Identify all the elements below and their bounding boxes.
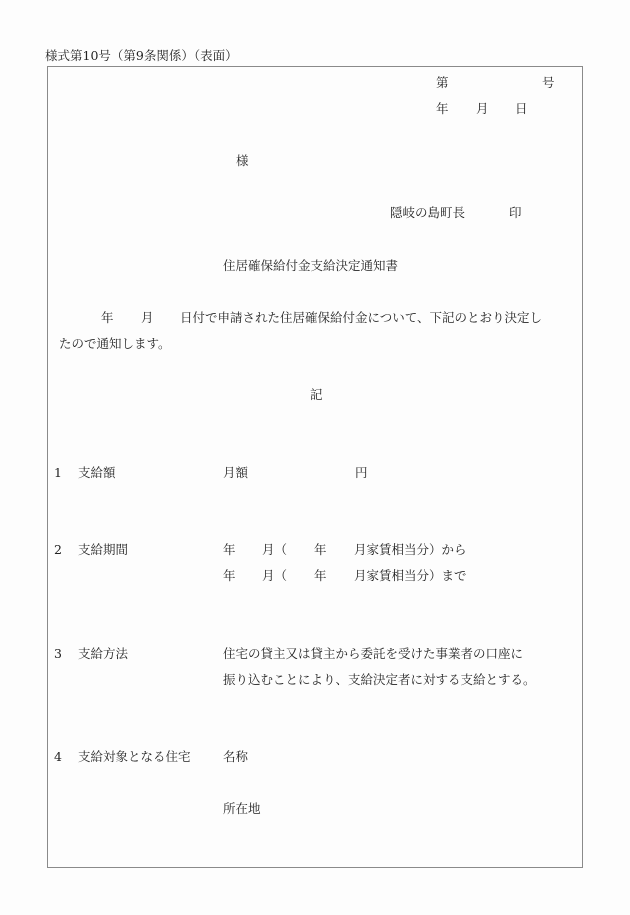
item-1-label: 支給額 — [78, 465, 116, 480]
period-to-month: 月（ — [262, 568, 288, 583]
period-from-month: 月（ — [262, 542, 288, 557]
payment-method-line2: 振り込むことにより、支給決定者に対する支給とする。 — [223, 672, 536, 687]
date-month: 月 — [476, 101, 489, 116]
form-number-label: 様式第10号（第9条関係）（表面） — [45, 48, 238, 63]
period-from-rest: 月家賃相当分）から — [354, 542, 467, 557]
item-1-number: 1 — [54, 465, 62, 480]
period-to-year: 年 — [223, 568, 236, 583]
payment-method-line1: 住宅の貸主又は貸主から委託を受けた事業者の口座に — [223, 646, 524, 661]
body-line2: たので通知します。 — [59, 336, 171, 351]
period-from-year2: 年 — [314, 542, 327, 557]
item-4-label: 支給対象となる住宅 — [78, 749, 191, 764]
item-1-monthly-label: 月額 — [223, 465, 249, 480]
item-3-label: 支給方法 — [78, 646, 129, 661]
document-frame — [47, 66, 583, 868]
period-to-year2: 年 — [314, 568, 327, 583]
date-day: 日 — [515, 101, 528, 116]
number-suffix: 号 — [542, 75, 555, 90]
number-prefix: 第 — [436, 75, 449, 90]
housing-name-label: 名称 — [223, 749, 249, 764]
addressee-suffix: 様 — [236, 153, 249, 168]
item-2-label: 支給期間 — [78, 542, 129, 557]
body-line1: 日付で申請された住居確保給付金について、下記のとおり決定し — [180, 310, 543, 325]
body-month: 月 — [141, 310, 154, 325]
issuer-seal: 印 — [509, 205, 522, 220]
item-3-number: 3 — [54, 646, 62, 661]
housing-address-label: 所在地 — [223, 801, 261, 816]
date-year: 年 — [436, 101, 449, 116]
document-title: 住居確保給付金支給決定通知書 — [223, 258, 399, 273]
item-4-number: 4 — [54, 749, 62, 764]
period-to-rest: 月家賃相当分）まで — [354, 568, 467, 583]
item-2-number: 2 — [54, 542, 62, 557]
item-1-yen: 円 — [355, 465, 368, 480]
period-from-year: 年 — [223, 542, 236, 557]
ki-heading: 記 — [310, 387, 323, 402]
issuer-name: 隠岐の島町長 — [390, 205, 466, 220]
body-year: 年 — [101, 310, 114, 325]
